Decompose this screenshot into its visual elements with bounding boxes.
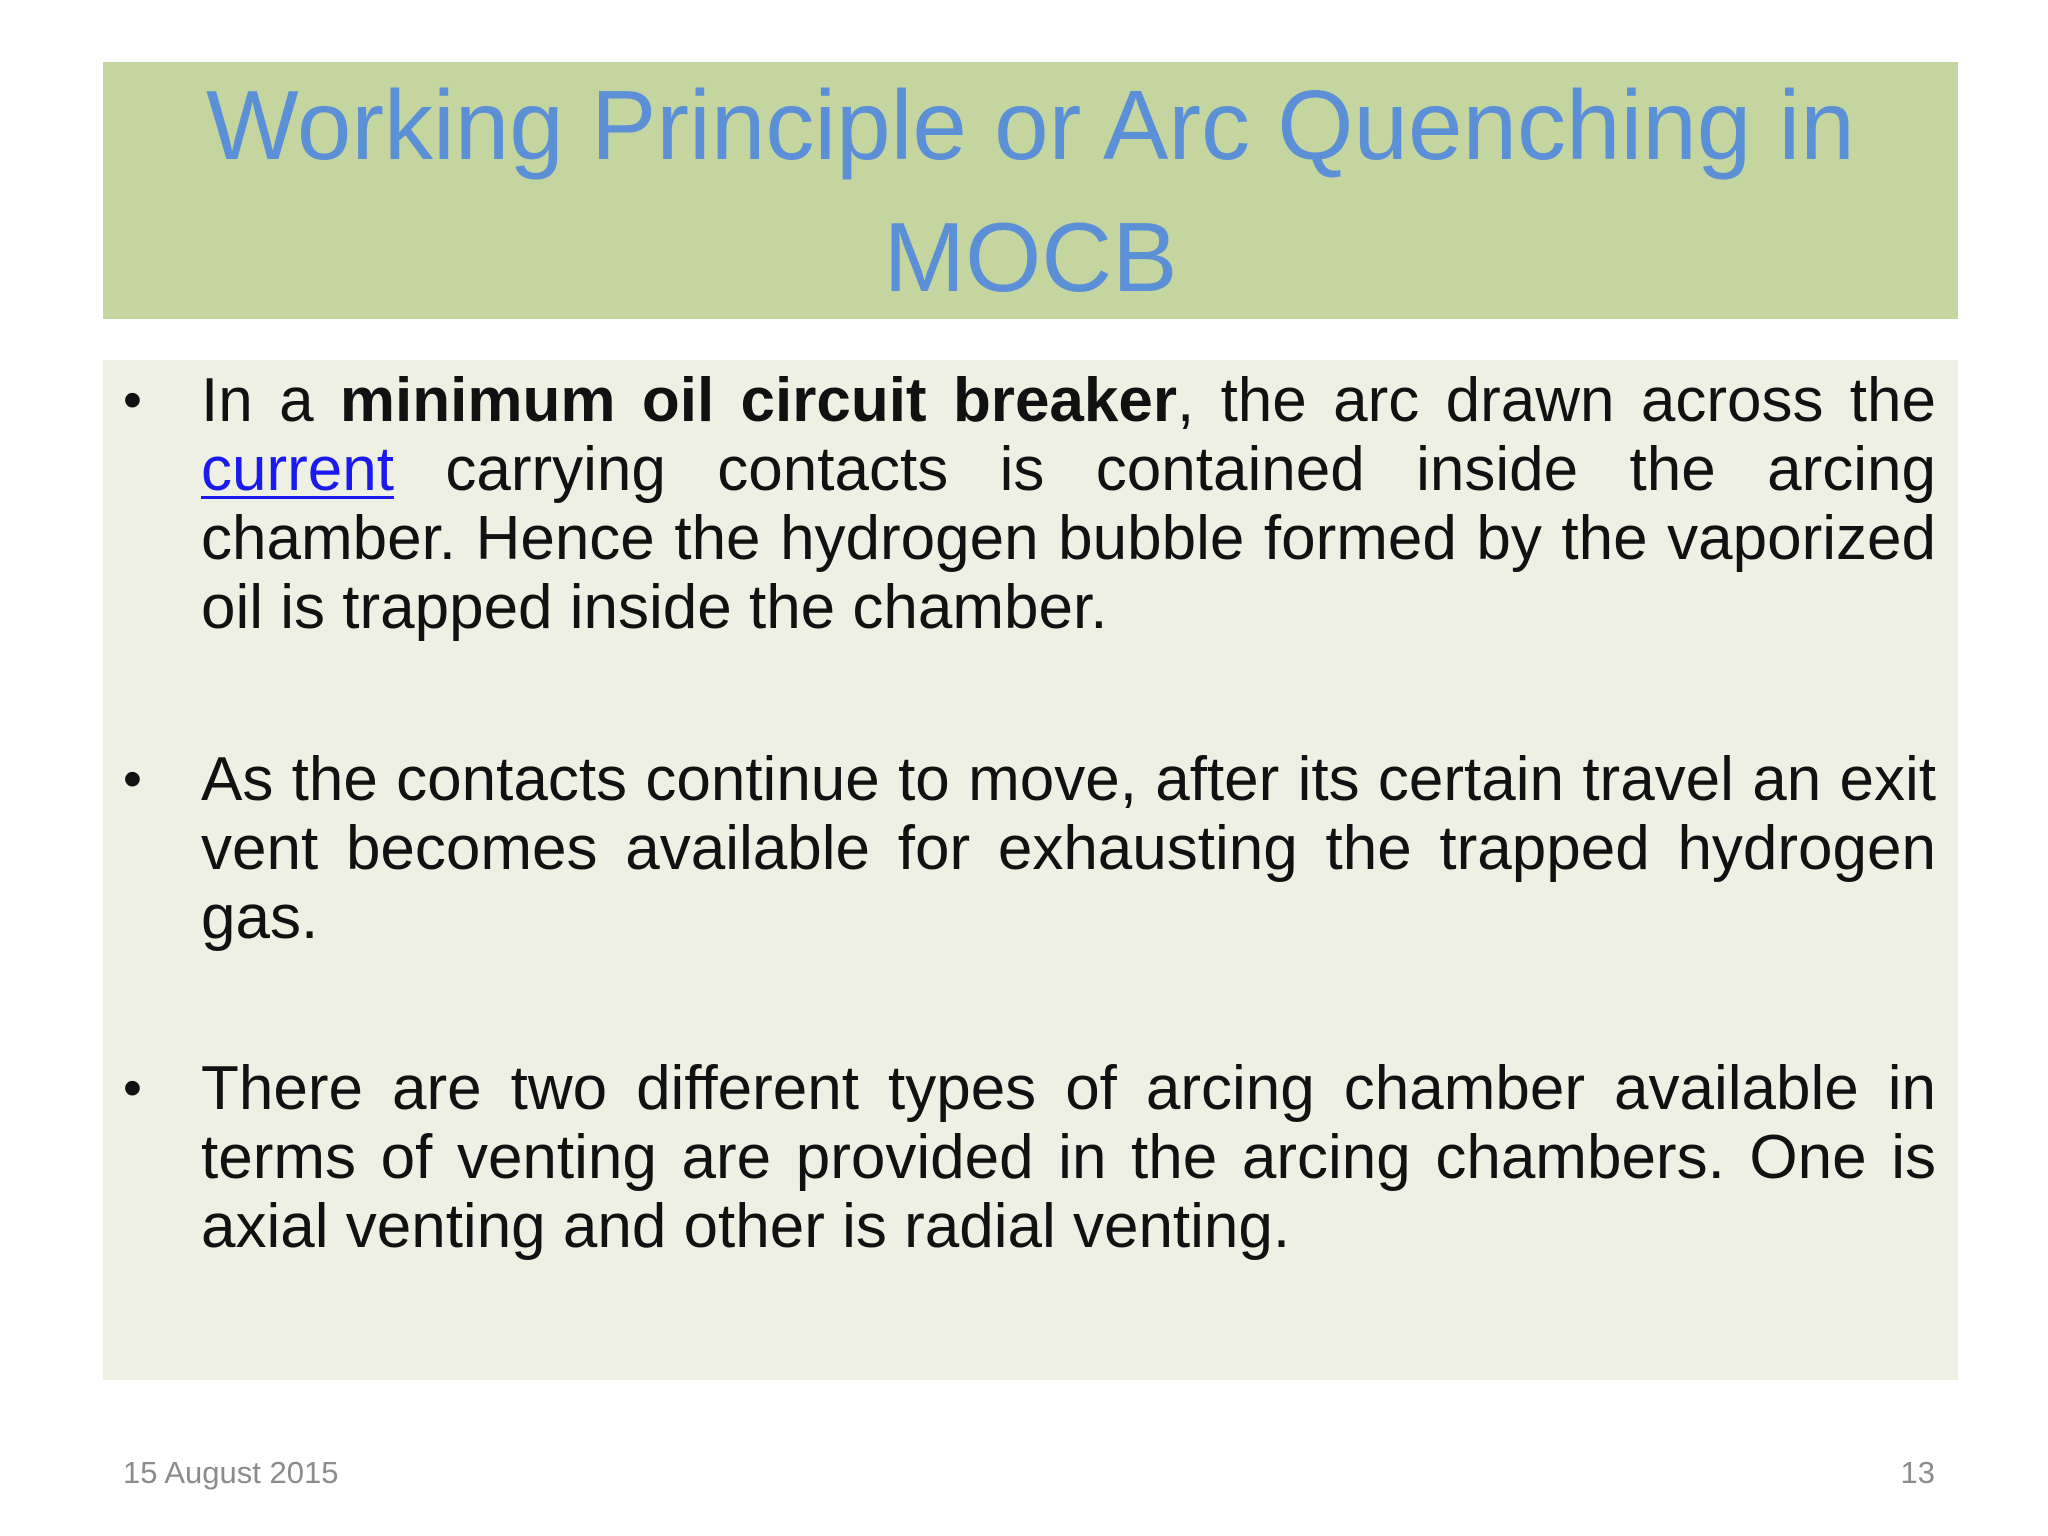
bullet-1-text-start: In a: [201, 366, 340, 435]
bullet-item-1: [123, 366, 1936, 642]
footer-date: 15 August 2015: [123, 1455, 339, 1490]
current-link[interactable]: current: [201, 435, 394, 504]
bullet-dot-icon: •: [123, 370, 142, 430]
bullet-dot-icon: •: [123, 749, 142, 809]
slide-title: Working Principle or Arc Quenching in MOCB: [206, 69, 1855, 312]
bullet-2-text: As the contacts continue to move, after its certain travel an exit vent becomes available for exhausting the trapped hydrogen gas.: [201, 745, 1936, 952]
content-panel: [103, 360, 1958, 1380]
bullet-3-text: There are two different types of arcing chamber available in terms of venting are provided in the arcing chambers. One is axial venting and other is radial venting.: [201, 1054, 1936, 1261]
bullet-1-bold-term: minimum oil circuit breaker: [339, 366, 1177, 435]
bullet-item-3: [123, 1054, 1936, 1261]
bullet-dot-icon: •: [123, 1058, 142, 1118]
page-number: 13: [1900, 1455, 1935, 1490]
bullet-item-2: [123, 745, 1936, 952]
bullet-1-text-middle: , the arc drawn across the: [1177, 366, 1936, 435]
title-banner: [103, 62, 1958, 319]
bullet-1-text-end: carrying contacts is contained inside the arcing chamber. Hence the hydrogen bubble formed by the vaporized oil is trapped inside the chamber.: [201, 435, 1936, 642]
